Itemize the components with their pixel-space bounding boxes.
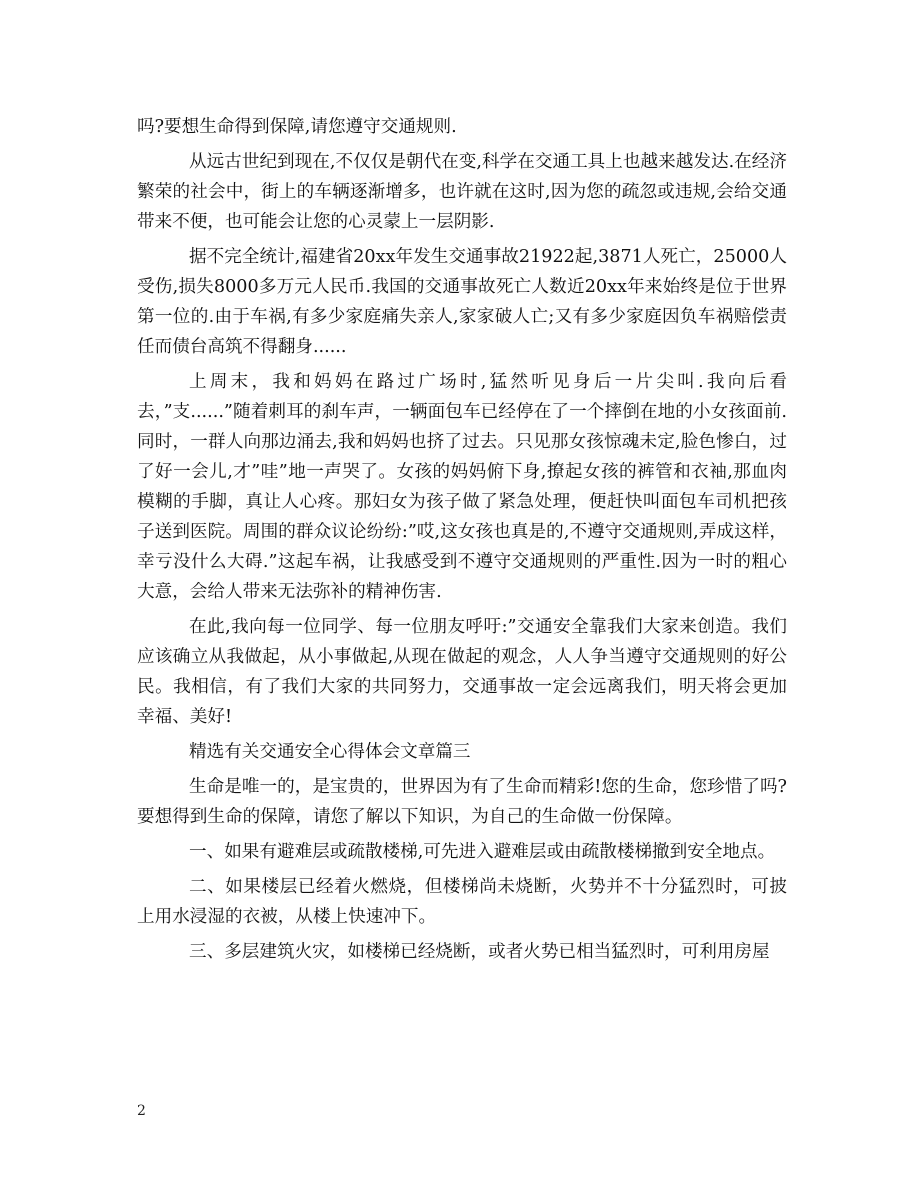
page-number: 2 — [137, 1103, 146, 1119]
paragraph-1: 吗?要想生命得到保障,请您遵守交通规则. — [137, 117, 457, 137]
paragraph-2: 从远古世纪到现在,不仅仅是朝代在变,科学在交通工具上也越来越发达.在经济繁荣的社会中，街上的车辆逐渐增多，也许就在这时,因为您的疏忽或违规,会给交通带来不便，也可能会让您的心灵蒙上一层阴影. — [137, 152, 787, 232]
document-body — [137, 112, 787, 967]
paragraph-10: 三、多层建筑火灾，如楼梯已经烧断，或者火势已相当猛烈时，可利用房屋 — [189, 942, 770, 962]
paragraph-3: 据不完全统计,福建省20xx年发生交通事故21922起,3871人死亡，25000人受伤,损失8000多万元人民币.我国的交通事故死亡人数近20xx年来始终是位于世界第一位的.由于车祸,有多少家庭痛失亲人,家家破人亡;又有多少家庭因负车祸赔偿责任而债台高筑不得翻身...... — [137, 247, 787, 357]
paragraph-7: 生命是唯一的，是宝贵的，世界因为有了生命而精彩!您的生命，您珍惜了吗?要想得到生命的保障，请您了解以下知识，为自己的生命做一份保障。 — [137, 777, 787, 827]
paragraph-8: 一、如果有避难层或疏散楼梯,可先进入避难层或由疏散楼梯撤到安全地点。 — [189, 842, 776, 862]
section-heading: 精选有关交通安全心得体会文章篇三 — [189, 742, 471, 762]
paragraph-9: 二、如果楼层已经着火燃烧，但楼梯尚未烧断，火势并不十分猛烈时，可披上用水浸湿的衣被，从楼上快速冲下。 — [137, 877, 787, 927]
paragraph-4: 上周末，我和妈妈在路过广场时,猛然听见身后一片尖叫.我向后看去，”支......”随着刺耳的刹车声，一辆面包车已经停在了一个摔倒在地的小女孩面前.同时，一群人向那边涌去,我和妈妈也挤了过去。只见那女孩惊魂未定,脸色惨白，过了好一会儿,才”哇”地一声哭了。女孩的妈妈俯下身,撩起女孩的裤管和衣袖,那血肉模糊的手脚，真让人心疼。那妇女为孩子做了紧急处理，便赶快叫面包车司机把孩子送到医院。周围的群众议论纷纷:”哎,这女孩也真是的,不遵守交通规则,弄成这样，幸亏没什么大碍.”这起车祸，让我感受到不遵守交通规则的严重性.因为一时的粗心大意，会给人带来无法弥补的精神伤害. — [137, 372, 787, 602]
paragraph-5: 在此,我向每一位同学、每一位朋友呼吁:”交通安全靠我们大家来创造。我们应该确立从我做起，从小事做起,从现在做起的观念，人人争当遵守交通规则的好公民。我相信，有了我们大家的共同努力，交通事故一定会远离我们，明天将会更加幸福、美好! — [137, 617, 787, 727]
